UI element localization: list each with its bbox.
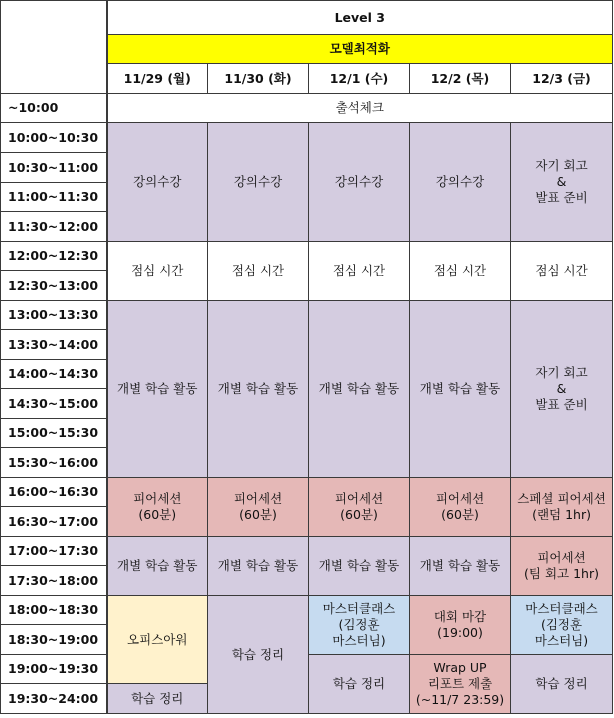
- evening-individual-cell-thu: 개별 학습 활동: [410, 537, 511, 596]
- peer-session-duration: (60분): [138, 507, 177, 522]
- peer-session-cell-tue: [208, 478, 309, 537]
- day-header-fri: 12/3 (금): [511, 64, 613, 94]
- team-peer-detail: (팀 회고 1hr): [524, 566, 599, 581]
- masterclass-speaker-line-1: (김정훈: [540, 617, 583, 632]
- lecture-cell-wed: 강의수강: [309, 123, 410, 242]
- wrapup-report-line-2: 리포트 제출: [427, 676, 493, 691]
- special-peer-detail: (랜덤 1hr): [532, 507, 591, 522]
- special-peer-session-cell-fri: [511, 478, 613, 537]
- retro-cell-fri-am: [511, 123, 613, 242]
- contest-deadline-time: (19:00): [437, 625, 483, 640]
- masterclass-cell-wed: [309, 596, 410, 655]
- contest-deadline-cell-thu: [410, 596, 511, 655]
- time-label: 16:30~17:00: [1, 507, 107, 537]
- wrapup-study-cell-mon: 학습 정리: [107, 684, 208, 714]
- time-label: ~10:00: [1, 94, 107, 123]
- retro-line-1: 자기 회고: [535, 365, 588, 380]
- time-label: 19:00~19:30: [1, 655, 107, 684]
- retro-line-1: 자기 회고: [535, 158, 588, 173]
- day-header-wed: 12/1 (수): [309, 64, 410, 94]
- peer-session-title: 피어세션: [133, 491, 182, 506]
- wrapup-report-line-3: (~11/7 23:59): [415, 692, 505, 707]
- time-label: 14:30~15:00: [1, 389, 107, 419]
- time-label: 13:30~14:00: [1, 330, 107, 360]
- time-label: 12:00~12:30: [1, 242, 107, 271]
- time-label: 15:30~16:00: [1, 448, 107, 478]
- time-label: 14:00~14:30: [1, 360, 107, 389]
- masterclass-title: 마스터클래스: [322, 601, 396, 616]
- lunch-cell-fri: 점심 시간: [511, 242, 613, 301]
- peer-session-title: 피어세션: [334, 491, 384, 506]
- peer-session-title: 피어세션: [435, 491, 485, 506]
- team-peer-title: 피어세션: [537, 550, 586, 565]
- attendance-cell: 출석체크: [107, 94, 613, 123]
- evening-individual-cell-mon: 개별 학습 활동: [107, 537, 208, 596]
- lecture-cell-mon: 강의수강: [107, 123, 208, 242]
- individual-cell-mon: 개별 학습 활동: [107, 301, 208, 478]
- peer-session-duration: (60분): [239, 507, 277, 522]
- masterclass-speaker-line-2: 마스터님): [534, 633, 589, 648]
- time-label: 11:00~11:30: [1, 183, 107, 212]
- time-label: 17:00~17:30: [1, 537, 107, 566]
- lunch-cell-tue: 점심 시간: [208, 242, 309, 301]
- office-hour-cell-mon: 오피스아워: [107, 596, 208, 684]
- lunch-cell-wed: 점심 시간: [309, 242, 410, 301]
- time-label: 10:30~11:00: [1, 153, 107, 183]
- wrapup-report-line-1: Wrap UP: [433, 660, 487, 675]
- time-label: 11:30~12:00: [1, 212, 107, 242]
- time-label: 18:30~19:00: [1, 625, 107, 655]
- track-header: 모델최적화: [107, 35, 613, 64]
- special-peer-title: 스페셜 피어세션: [517, 491, 606, 506]
- lunch-cell-mon: 점심 시간: [107, 242, 208, 301]
- time-label: 19:30~24:00: [1, 684, 107, 714]
- day-header-thu: 12/2 (목): [410, 64, 511, 94]
- time-label: 10:00~10:30: [1, 123, 107, 153]
- peer-session-cell-mon: [107, 478, 208, 537]
- corner-cell: [1, 1, 107, 94]
- time-label: 15:00~15:30: [1, 419, 107, 448]
- retro-line-3: 발표 준비: [535, 190, 588, 205]
- masterclass-cell-fri: [511, 596, 613, 655]
- peer-session-title: 피어세션: [233, 491, 283, 506]
- retro-cell-fri-pm: [511, 301, 613, 478]
- team-peer-session-cell-fri: [511, 537, 613, 596]
- masterclass-title: 마스터클래스: [525, 601, 598, 616]
- individual-cell-tue: 개별 학습 활동: [208, 301, 309, 478]
- level-header: Level 3: [107, 1, 613, 35]
- evening-individual-cell-tue: 개별 학습 활동: [208, 537, 309, 596]
- lecture-cell-thu: 강의수강: [410, 123, 511, 242]
- evening-individual-cell-wed: 개별 학습 활동: [309, 537, 410, 596]
- wrapup-study-cell-tue: 학습 정리: [208, 596, 309, 714]
- individual-cell-wed: 개별 학습 활동: [309, 301, 410, 478]
- masterclass-speaker-line-1: (김정훈: [338, 617, 380, 632]
- lunch-cell-thu: 점심 시간: [410, 242, 511, 301]
- peer-session-duration: (60분): [441, 507, 479, 522]
- individual-cell-thu: 개별 학습 활동: [410, 301, 511, 478]
- day-header-mon: 11/29 (월): [107, 64, 208, 94]
- masterclass-speaker-line-2: 마스터님): [332, 633, 386, 648]
- time-label: 18:00~18:30: [1, 596, 107, 625]
- wrapup-study-cell-wed: 학습 정리: [309, 655, 410, 714]
- retro-line-2: &: [556, 174, 567, 189]
- lecture-cell-tue: 강의수강: [208, 123, 309, 242]
- peer-session-cell-thu: [410, 478, 511, 537]
- time-label: 16:00~16:30: [1, 478, 107, 507]
- retro-line-3: 발표 준비: [535, 397, 588, 412]
- peer-session-cell-wed: [309, 478, 410, 537]
- peer-session-duration: (60분): [340, 507, 378, 522]
- retro-line-2: &: [556, 381, 567, 396]
- contest-deadline-title: 대회 마감: [433, 609, 487, 624]
- time-label: 13:00~13:30: [1, 301, 107, 330]
- day-header-tue: 11/30 (화): [208, 64, 309, 94]
- wrapup-study-cell-fri: 학습 정리: [511, 655, 613, 714]
- time-label: 17:30~18:00: [1, 566, 107, 596]
- time-label: 12:30~13:00: [1, 271, 107, 301]
- wrapup-report-cell-thu: [410, 655, 511, 714]
